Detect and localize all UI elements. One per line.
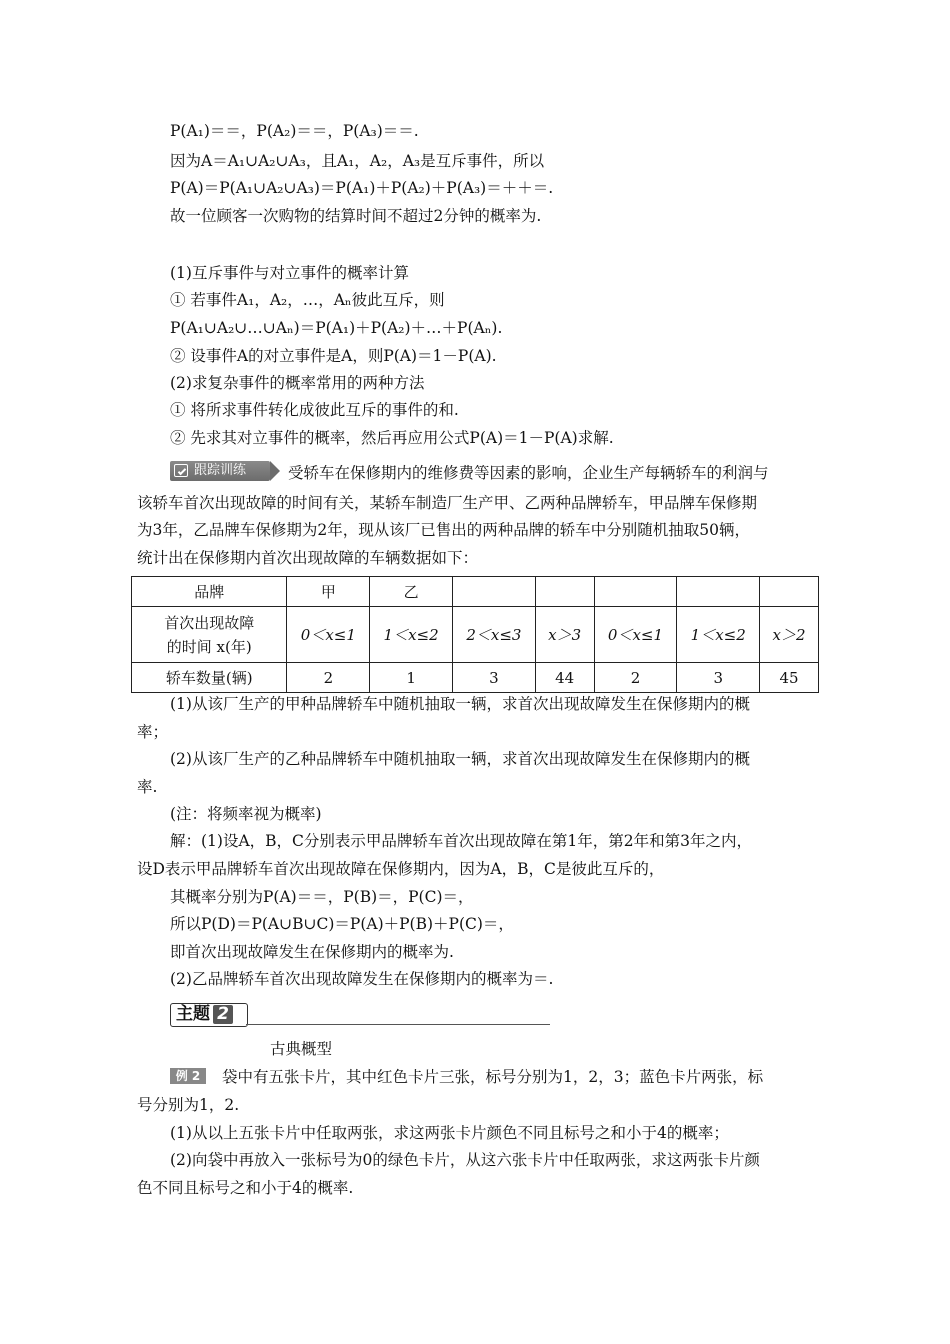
training-text-1: 受轿车在保修期内的维修费等因素的影响，企业生产每辆轿车的利润与 bbox=[288, 464, 769, 482]
solution-5: 即首次出现故障发生在保修期内的概率为. bbox=[170, 943, 454, 961]
line-p-values: P(A₁)＝＝，P(A₂)＝＝，P(A₃)＝＝. bbox=[170, 122, 419, 140]
solution-1: 解：(1)设A，B，C分别表示甲品牌轿车首次出现故障在第1年，第2年和第3年之内， bbox=[170, 832, 752, 850]
method-6: ① 将所求事件转化成彼此互斥的事件的和. bbox=[170, 401, 459, 419]
question-2a: (2)从该厂生产的乙种品牌轿车中随机抽取一辆，求首次出现故障发生在保修期内的概 bbox=[170, 750, 750, 768]
table-row bbox=[132, 663, 819, 693]
topic-heading bbox=[170, 1003, 248, 1027]
method-3: P(A₁∪A₂∪…∪Aₙ)＝P(A₁)＋P(A₂)＋…＋P(Aₙ). bbox=[170, 319, 503, 337]
table-cell: 乙 bbox=[370, 577, 453, 607]
solution-2: 设D表示甲品牌轿车首次出现故障在保修期内，因为A，B，C是彼此互斥的， bbox=[137, 860, 665, 878]
table-cell bbox=[453, 577, 536, 607]
table-cell: 1＜x≤2 bbox=[370, 607, 453, 663]
table-cell bbox=[677, 577, 760, 607]
table-cell: x＞3 bbox=[535, 607, 594, 663]
training-text-3: 为3年，乙品牌车保修期为2年，现从该厂已售出的两种品牌的轿车中分别随机抽取50辆， bbox=[137, 521, 750, 539]
table-cell: 1＜x≤2 bbox=[677, 607, 760, 663]
line-sum: P(A)＝P(A₁∪A₂∪A₃)＝P(A₁)＋P(A₂)＋P(A₃)＝＋＋＝. bbox=[170, 179, 554, 197]
topic-label: 主题 bbox=[176, 1004, 210, 1024]
follow-up-training-badge bbox=[170, 461, 270, 481]
solution-4: 所以P(D)＝P(A∪B∪C)＝P(A)＋P(B)＋P(C)＝， bbox=[170, 915, 514, 933]
training-text-2: 该轿车首次出现故障的时间有关，某轿车制造厂生产甲、乙两种品牌轿车，甲品牌车保修期 bbox=[137, 494, 758, 512]
solution-3: 其概率分别为P(A)＝＝，P(B)＝，P(C)＝， bbox=[170, 888, 474, 906]
table-cell: 2 bbox=[594, 663, 677, 693]
table-cell: 0＜x≤1 bbox=[287, 607, 370, 663]
badge-label: 跟踪训练 bbox=[194, 463, 247, 478]
example-text-2: 号分别为1，2. bbox=[137, 1096, 240, 1114]
table-cell: 轿车数量(辆) bbox=[132, 663, 287, 693]
topic-rule bbox=[246, 1024, 550, 1025]
solution-6: (2)乙品牌轿车首次出现故障发生在保修期内的概率为＝. bbox=[170, 970, 554, 988]
question-1a: (1)从该厂生产的甲种品牌轿车中随机抽取一辆，求首次出现故障发生在保修期内的概 bbox=[170, 695, 750, 713]
example-text-5: 色不同且标号之和小于4的概率. bbox=[137, 1179, 354, 1197]
note: (注：将频率视为概率) bbox=[170, 805, 322, 823]
table-cell: 45 bbox=[760, 663, 819, 693]
table-cell: 2＜x≤3 bbox=[453, 607, 536, 663]
example-text-4: (2)向袋中再放入一张标号为0的绿色卡片，从这六张卡片中任取两张，求这两张卡片颜 bbox=[170, 1151, 760, 1169]
table-cell bbox=[760, 577, 819, 607]
method-2: ① 若事件A₁，A₂，…，Aₙ彼此互斥，则 bbox=[170, 291, 445, 309]
table-cell: 2 bbox=[287, 663, 370, 693]
line-conclusion: 故一位顾客一次购物的结算时间不超过2分钟的概率为. bbox=[170, 207, 542, 225]
method-1: (1)互斥事件与对立事件的概率计算 bbox=[170, 264, 409, 282]
method-5: (2)求复杂事件的概率常用的两种方法 bbox=[170, 374, 425, 392]
check-icon bbox=[174, 464, 188, 477]
line-union: 因为A＝A₁∪A₂∪A₃，且A₁，A₂，A₃是互斥事件，所以 bbox=[170, 152, 545, 170]
training-text-4: 统计出在保修期内首次出现故障的车辆数据如下： bbox=[137, 549, 479, 567]
topic-number: 2 bbox=[213, 1005, 233, 1024]
table-cell: 3 bbox=[677, 663, 760, 693]
fault-data-table bbox=[131, 576, 819, 693]
table-row bbox=[132, 577, 819, 607]
table-cell: x＞2 bbox=[760, 607, 819, 663]
question-1b: 率； bbox=[137, 723, 169, 741]
table-cell bbox=[132, 607, 287, 663]
question-2b: 率. bbox=[137, 778, 158, 796]
section-subtitle: 古典概型 bbox=[270, 1040, 333, 1058]
method-4: ② 设事件A的对立事件是A，则P(A)＝1－P(A). bbox=[170, 347, 497, 365]
table-cell: 3 bbox=[453, 663, 536, 693]
table-cell: 0＜x≤1 bbox=[594, 607, 677, 663]
table-cell: 44 bbox=[535, 663, 594, 693]
method-7: ② 先求其对立事件的概率，然后再应用公式P(A)＝1－P(A)求解. bbox=[170, 429, 614, 447]
example-text-3: (1)从以上五张卡片中任取两张，求这两张卡片颜色不同且标号之和小于4的概率； bbox=[170, 1124, 729, 1142]
table-row bbox=[132, 607, 819, 663]
table-row-label-a: 首次出现故障 bbox=[164, 613, 255, 632]
example-badge: 例 2 bbox=[170, 1068, 206, 1084]
table-cell bbox=[594, 577, 677, 607]
example-text-1: 袋中有五张卡片，其中红色卡片三张，标号分别为1，2，3；蓝色卡片两张，标 bbox=[222, 1068, 764, 1086]
table-cell: 品牌 bbox=[132, 577, 287, 607]
table-cell bbox=[535, 577, 594, 607]
table-cell: 甲 bbox=[287, 577, 370, 607]
table-cell: 1 bbox=[370, 663, 453, 693]
table-row-label-b: 的时间 x(年) bbox=[166, 637, 252, 656]
